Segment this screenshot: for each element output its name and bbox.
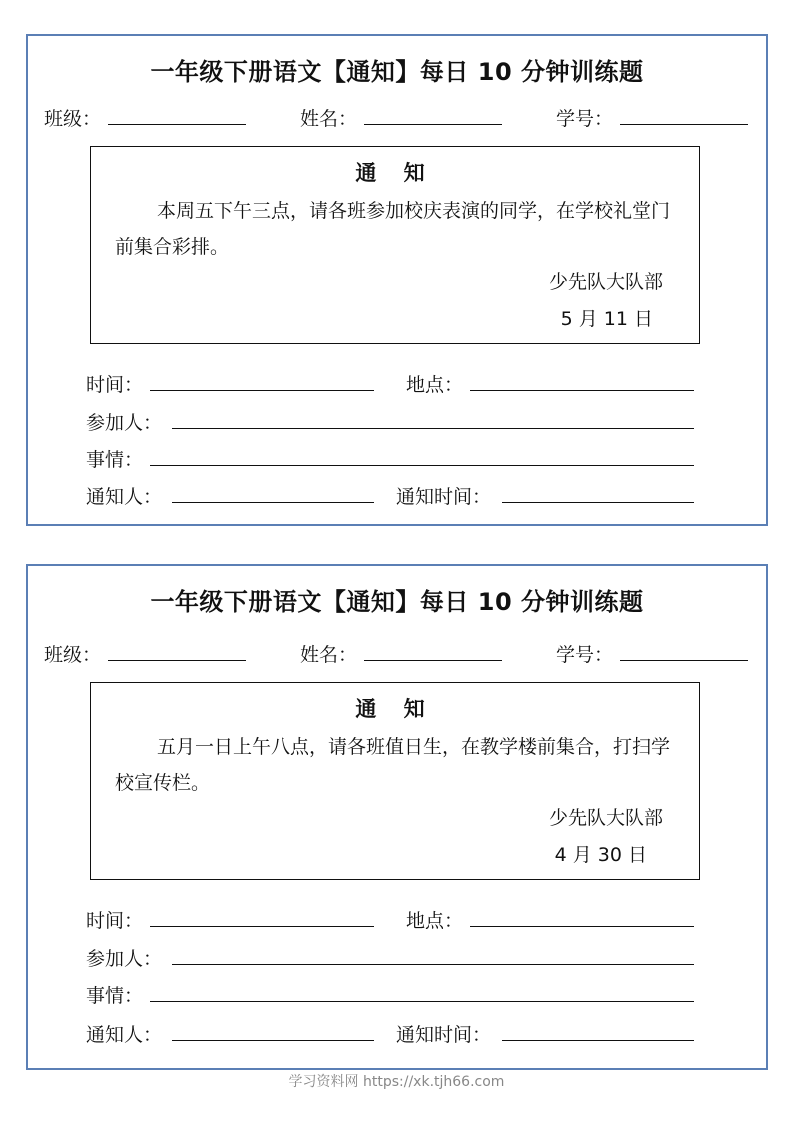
notice-time-label: 通知时间： [396,486,492,508]
participants-blank[interactable] [172,964,694,965]
name-label: 姓名： [300,644,358,666]
class-blank[interactable] [108,660,246,661]
worksheet-2 [26,564,768,1070]
notice-text: 本周五下午三点，请各班参加校庆表演的同学，在学校礼堂门前集合彩排。 [115,200,671,258]
place-label: 地点： [406,374,464,396]
worksheet-1 [26,34,768,526]
notice-heading: 通 知 [355,161,435,185]
footer-watermark: 学习资料网 https://xk.tjh66.com [288,1074,505,1090]
class-blank[interactable] [108,124,246,125]
notifier-blank[interactable] [172,502,374,503]
class-label: 班级： [44,108,102,130]
notifier-label: 通知人： [86,486,163,508]
notice-time-blank[interactable] [502,502,694,503]
notice-date: 4 月 30 日 [554,844,647,866]
name-blank[interactable] [364,660,502,661]
worksheet-title: 一年级下册语文【通知】每日 10 分钟训练题 [150,588,644,616]
participants-blank[interactable] [172,428,694,429]
place-label: 地点： [406,910,464,932]
notice-issuer: 少先队大队部 [548,807,663,829]
notice-date: 5 月 11 日 [560,308,653,330]
name-label: 姓名： [300,108,358,130]
notice-box [90,146,700,344]
time-blank[interactable] [150,390,374,391]
notice-time-blank[interactable] [502,1040,694,1041]
notice-issuer: 少先队大队部 [548,271,663,293]
time-label: 时间： [86,374,144,396]
student-number-label: 学号： [556,108,614,130]
matter-label: 事情： [86,985,144,1007]
participants-label: 参加人： [86,412,163,434]
student-number-blank[interactable] [620,124,748,125]
matter-blank[interactable] [150,1001,694,1002]
place-blank[interactable] [470,390,694,391]
worksheet-title: 一年级下册语文【通知】每日 10 分钟训练题 [150,58,644,86]
time-label: 时间： [86,910,144,932]
notifier-label: 通知人： [86,1024,163,1046]
notice-time-label: 通知时间： [396,1024,492,1046]
place-blank[interactable] [470,926,694,927]
notifier-blank[interactable] [172,1040,374,1041]
student-number-blank[interactable] [620,660,748,661]
notice-box [90,682,700,880]
student-number-label: 学号： [556,644,614,666]
participants-label: 参加人： [86,948,163,970]
time-blank[interactable] [150,926,374,927]
notice-heading: 通 知 [355,697,435,721]
matter-label: 事情： [86,449,144,471]
matter-blank[interactable] [150,465,694,466]
notice-text: 五月一日上午八点，请各班值日生，在教学楼前集合，打扫学校宣传栏。 [115,736,671,794]
name-blank[interactable] [364,124,502,125]
class-label: 班级： [44,644,102,666]
